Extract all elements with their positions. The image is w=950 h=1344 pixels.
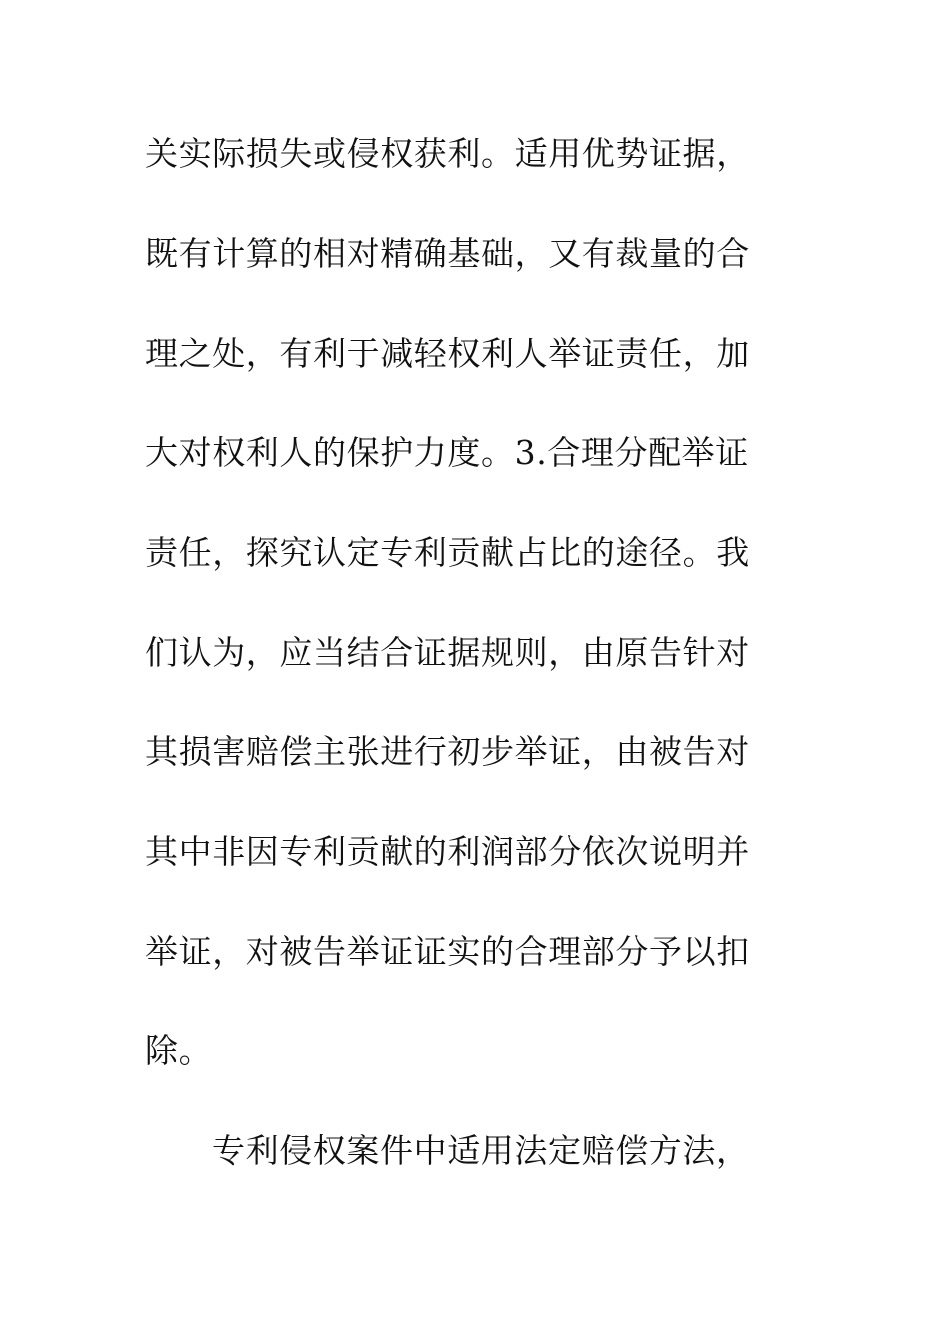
text-line: 大对权利人的保护力度。3.合理分配举证 <box>145 433 749 472</box>
text-line: 理之处，有利于减轻权利人举证责任，加 <box>145 334 750 373</box>
text-line: 们认为，应当结合证据规则，由原告针对 <box>145 633 750 672</box>
text-line: 关实际损失或侵权获利。适用优势证据， <box>145 134 750 173</box>
text-line: 举证，对被告举证证实的合理部分予以扣 <box>145 932 750 971</box>
paragraph-start-line: 专利侵权案件中适用法定赔偿方法， <box>212 1131 750 1170</box>
text-line: 除。 <box>145 1031 213 1070</box>
text-line: 其中非因专利贡献的利润部分依次说明并 <box>145 832 750 871</box>
text-line: 其损害赔偿主张进行初步举证，由被告对 <box>145 732 750 771</box>
text-line: 既有计算的相对精确基础，又有裁量的合 <box>145 234 750 273</box>
text-line: 责任，探究认定专利贡献占比的途径。我 <box>145 533 750 572</box>
